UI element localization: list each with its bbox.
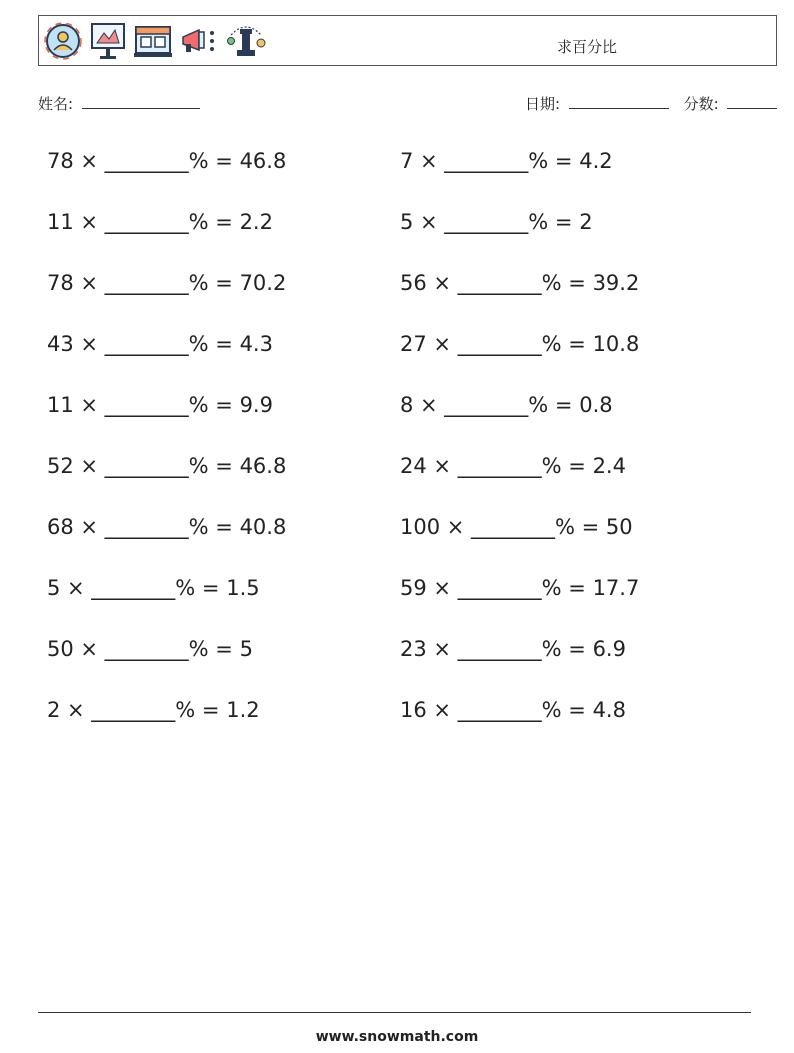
problem-left-2: 11 × ________% = 2.2 [47, 210, 273, 234]
problem-right-10: 16 × ________% = 4.8 [400, 698, 626, 722]
problem-left-4: 43 × ________% = 4.3 [47, 332, 273, 356]
score-blank[interactable] [727, 94, 777, 109]
footer-divider [38, 1012, 751, 1013]
problem-right-9: 23 × ________% = 6.9 [400, 637, 626, 661]
problem-left-1: 78 × ________% = 46.8 [47, 149, 287, 173]
score-label: 分数: [683, 95, 719, 113]
problem-right-3: 56 × ________% = 39.2 [400, 271, 640, 295]
megaphone-icon [179, 21, 219, 61]
person-target-icon [43, 21, 83, 61]
problem-right-4: 27 × ________% = 10.8 [400, 332, 640, 356]
date-blank[interactable] [569, 94, 669, 109]
name-label: 姓名: [38, 95, 74, 113]
date-score-field [525, 93, 777, 114]
problem-left-9: 50 × ________% = 5 [47, 637, 253, 661]
problem-right-5: 8 × ________% = 0.8 [400, 393, 613, 417]
problem-right-7: 100 × ________% = 50 [400, 515, 633, 539]
problem-left-6: 52 × ________% = 46.8 [47, 454, 287, 478]
problem-left-3: 78 × ________% = 70.2 [47, 271, 287, 295]
worksheet-title: 求百分比 [557, 38, 618, 56]
footer-website[interactable]: www.snowmath.com [315, 1029, 479, 1045]
header-icons [43, 21, 267, 61]
presentation-board-icon [89, 21, 127, 61]
problem-left-5: 11 × ________% = 9.9 [47, 393, 273, 417]
date-label: 日期: [525, 95, 561, 113]
problem-left-8: 5 × ________% = 1.5 [47, 576, 260, 600]
problem-right-8: 59 × ________% = 17.7 [400, 576, 640, 600]
problem-right-2: 5 × ________% = 2 [400, 210, 593, 234]
chess-rook-icon [225, 21, 267, 61]
problem-left-7: 68 × ________% = 40.8 [47, 515, 287, 539]
problem-right-6: 24 × ________% = 2.4 [400, 454, 626, 478]
name-blank[interactable] [82, 94, 200, 109]
shop-icon [133, 21, 173, 61]
worksheet-header [38, 15, 777, 66]
problem-right-1: 7 × ________% = 4.2 [400, 149, 613, 173]
problem-left-10: 2 × ________% = 1.2 [47, 698, 260, 722]
name-field [38, 93, 200, 114]
